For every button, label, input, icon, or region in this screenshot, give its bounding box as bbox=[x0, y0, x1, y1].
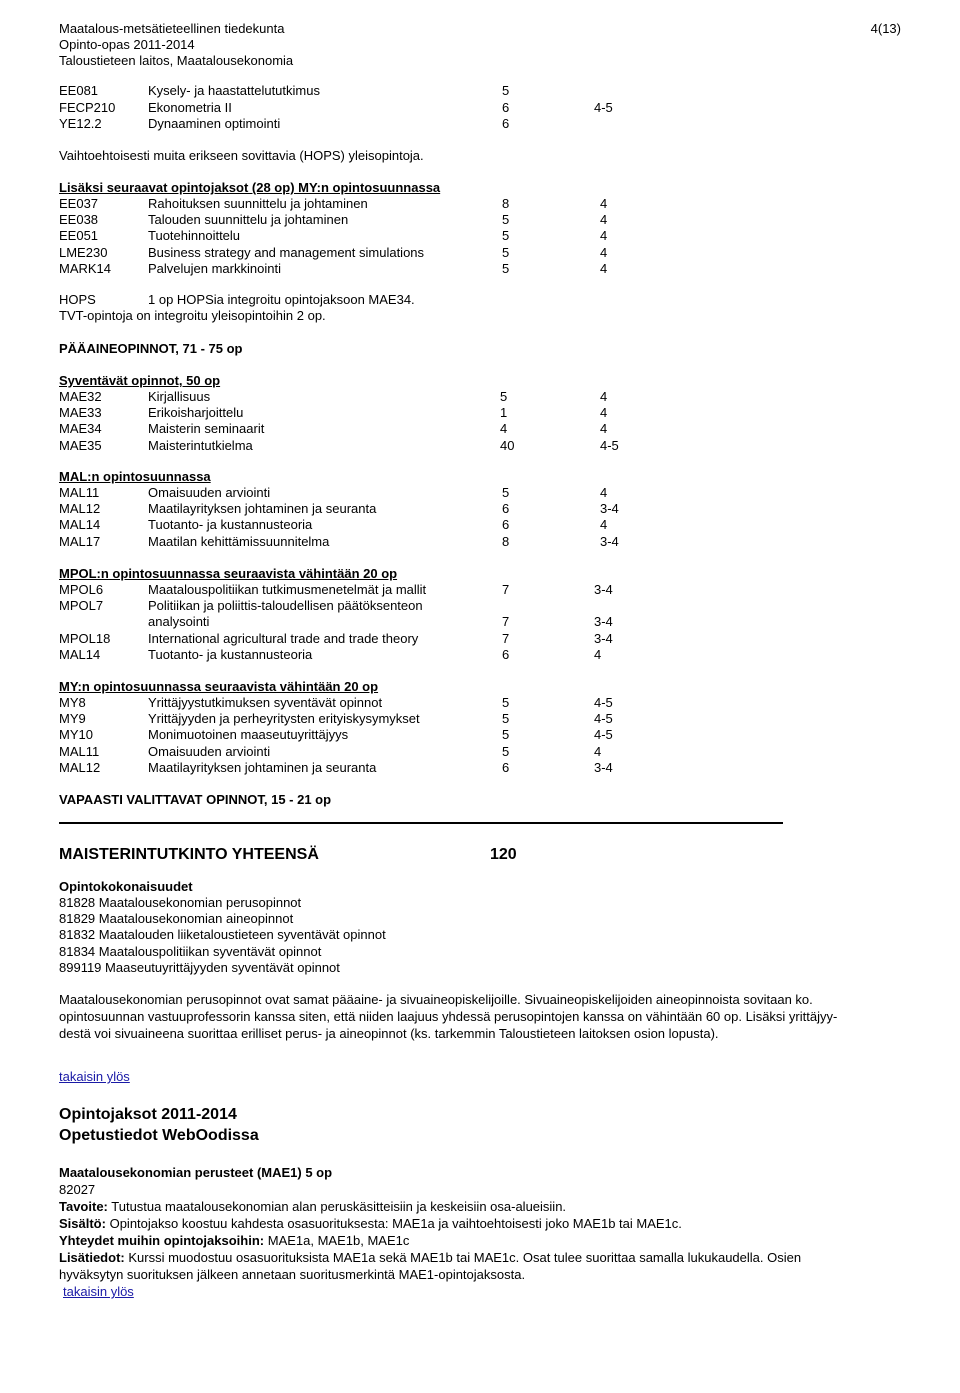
total-value: 120 bbox=[490, 846, 517, 863]
info-paragraph bbox=[59, 991, 901, 1042]
course-period: 3-4 bbox=[594, 582, 613, 597]
mpol-heading: MPOL:n opintosuunnassa seuraavista vähintään 20 op bbox=[59, 566, 398, 581]
course-period: 4 bbox=[600, 421, 608, 437]
course-name: Ekonometria II bbox=[148, 99, 232, 115]
module-item bbox=[59, 927, 386, 943]
course-credits: 5 bbox=[502, 485, 510, 500]
tvt-note: TVT-opintoja on integroitu yleisopintoihin 2 op. bbox=[59, 308, 326, 323]
course-code: MARK14 bbox=[59, 260, 112, 276]
additional-heading: Lisäksi seuraavat opintojaksot (28 op) MY:n opintosuunnassa bbox=[59, 180, 441, 195]
course-code: MAE34 bbox=[59, 421, 102, 437]
module-item bbox=[59, 960, 340, 976]
course-detail-code: 82027 bbox=[59, 1182, 96, 1197]
course-period: 3-4 bbox=[594, 614, 613, 630]
goal-label: Tavoite: bbox=[59, 1199, 108, 1214]
back-to-top-link[interactable]: takaisin ylös bbox=[59, 1069, 130, 1084]
course-period: 4 bbox=[600, 517, 608, 533]
course-period: 3-4 bbox=[600, 533, 619, 549]
section-title-weboodi: Opetustiedot WebOodissa bbox=[59, 1127, 259, 1144]
course-name: Maisterintutkielma bbox=[148, 437, 253, 453]
section-title-courses: Opintojaksot 2011-2014 bbox=[59, 1106, 237, 1123]
header-guide: Opinto-opas 2011-2014 bbox=[59, 37, 195, 52]
course-period: 4 bbox=[600, 212, 608, 228]
course-period: 4 bbox=[594, 743, 602, 759]
course-credits: 5 bbox=[502, 743, 510, 759]
course-credits: 7 bbox=[502, 614, 510, 630]
course-name: Maisterin seminaarit bbox=[148, 421, 265, 437]
course-name: Business strategy and management simulations bbox=[148, 244, 425, 260]
course-code: MY9 bbox=[59, 711, 86, 727]
back-link-row-2 bbox=[59, 1283, 901, 1300]
course-period: 4-5 bbox=[600, 437, 619, 453]
info-paragraph-line: opintosuunnan vastuuprofessorin kanssa siten, että niiden laajuus yhdessä perusopintojen kanssa on vähintään 60 op. Lisäksi yrittäjyy- bbox=[59, 1009, 838, 1024]
my-heading: MY:n opintosuunnassa seuraavista vähintään 20 op bbox=[59, 679, 379, 694]
course-credits: 5 bbox=[502, 228, 510, 244]
course-name: Rahoituksen suunnittelu ja johtaminen bbox=[148, 196, 368, 211]
course-period: 4-5 bbox=[594, 711, 613, 727]
course-period: 4 bbox=[600, 389, 608, 404]
course-detail-extra-row bbox=[59, 1249, 901, 1266]
course-credits: 5 bbox=[502, 244, 510, 260]
module-code: 81834 bbox=[59, 943, 96, 959]
module-name: Maatalousekonomian perusopinnot bbox=[98, 895, 302, 910]
course-code: MAL14 bbox=[59, 517, 101, 533]
course-name: Kirjallisuus bbox=[148, 389, 211, 404]
course-credits: 7 bbox=[502, 582, 510, 597]
total-label: MAISTERINTUTKINTO YHTEENSÄ bbox=[59, 846, 319, 863]
page-number: 4(13) bbox=[870, 21, 901, 36]
course-name: Tuotanto- ja kustannusteoria bbox=[148, 517, 313, 533]
course-credits: 7 bbox=[502, 630, 510, 646]
course-period: 4 bbox=[600, 196, 608, 211]
course-period: 4 bbox=[600, 485, 608, 500]
course-code: FECP210 bbox=[59, 99, 116, 115]
course-code: MAL11 bbox=[59, 485, 100, 500]
module-name: Maatalouspolitiikan syventävät opinnot bbox=[98, 943, 322, 959]
course-period: 4 bbox=[594, 646, 602, 662]
course-name: Maatalouspolitiikan tutkimusmenetelmät ja mallit bbox=[148, 582, 427, 597]
module-code: 899119 bbox=[59, 959, 102, 975]
module-code: 81828 bbox=[59, 895, 96, 910]
course-code: EE081 bbox=[59, 83, 99, 98]
course-name: Erikoisharjoittelu bbox=[148, 405, 244, 421]
course-code: MY8 bbox=[59, 695, 86, 710]
course-code: MPOL6 bbox=[59, 582, 104, 597]
common-label: Yhteydet muihin opintojaksoihin: bbox=[59, 1233, 265, 1248]
course-name: Politiikan ja poliittis-taloudellisen päätöksenteon bbox=[148, 598, 423, 614]
module-code: 81829 bbox=[59, 911, 96, 927]
course-code: MAL12 bbox=[59, 759, 101, 775]
content-label: Sisältö: bbox=[59, 1216, 106, 1231]
course-code: YE12.2 bbox=[59, 116, 102, 131]
course-detail-goal-row bbox=[59, 1198, 901, 1215]
course-detail-content-row bbox=[59, 1215, 901, 1232]
module-code: 81832 bbox=[59, 927, 96, 943]
hops-code: HOPS bbox=[59, 292, 96, 307]
course-name: Yrittäjyystutkimuksen syventävät opinnot bbox=[148, 695, 383, 710]
course-name: Omaisuuden arviointi bbox=[148, 743, 271, 759]
course-name: International agricultural trade and trade theory bbox=[148, 630, 419, 646]
modules-heading: Opintokokonaisuudet bbox=[59, 879, 193, 894]
course-credits: 6 bbox=[502, 517, 510, 533]
course-name: Omaisuuden arviointi bbox=[148, 485, 271, 500]
course-code: LME230 bbox=[59, 244, 108, 260]
course-period: 3-4 bbox=[600, 501, 619, 517]
total-divider bbox=[59, 822, 783, 824]
course-credits: 5 bbox=[502, 83, 510, 98]
course-credits: 5 bbox=[500, 389, 508, 404]
major-heading: PÄÄAINEOPINNOT, 71 - 75 op bbox=[59, 341, 243, 356]
course-period: 3-4 bbox=[594, 630, 613, 646]
info-paragraph-line: destä voi sivuaineena suorittaa erilliset perus- ja aineopinnot (ks. tarkemmin Taloustieteen laitoksen osion lopusta). bbox=[59, 1026, 719, 1041]
alternative-note: Vaihtoehtoisesti muita erikseen sovittavia (HOPS) yleisopintoja. bbox=[59, 148, 424, 163]
course-code: MAE32 bbox=[59, 389, 102, 404]
course-code: MAL12 bbox=[59, 501, 101, 517]
course-credits: 1 bbox=[500, 405, 508, 421]
course-credits: 6 bbox=[502, 646, 510, 662]
course-name: Maatilan kehittämissuunnitelma bbox=[148, 533, 330, 549]
module-name: Maatalousekonomian aineopinnot bbox=[98, 911, 294, 927]
course-period: 3-4 bbox=[594, 759, 613, 775]
course-name: Yrittäjyyden ja perheyritysten erityiskysymykset bbox=[148, 711, 420, 727]
course-code: MAL14 bbox=[59, 646, 101, 662]
header-department: Taloustieteen laitos, Maatalousekonomia bbox=[59, 53, 294, 68]
course-detail-extra-row-2: hyväksytyn suorituksen jälkeen annetaan suoritusmerkintä MAE1-opintojaksosta. bbox=[59, 1267, 526, 1282]
course-period: 4 bbox=[600, 228, 608, 244]
course-code: EE037 bbox=[59, 196, 99, 211]
course-period: 4 bbox=[600, 244, 608, 260]
course-name: Tuotanto- ja kustannusteoria bbox=[148, 646, 313, 662]
course-name: Monimuotoinen maaseutuyrittäjyys bbox=[148, 727, 349, 743]
course-code: MAE33 bbox=[59, 405, 102, 421]
info-paragraph-line: Maatalousekonomian perusopinnot ovat samat pääaine- ja sivuaineopiskelijoille. Sivuaineopiskelijoiden aineopinnoista sovitaan ko. bbox=[59, 992, 813, 1007]
course-credits: 6 bbox=[502, 99, 510, 115]
content-text: Opintojakso koostuu kahdesta osasuorituksesta: MAE1a ja vaihtoehtoisesti joko MAE1b tai MAE1c. bbox=[109, 1216, 682, 1231]
course-credits: 5 bbox=[502, 695, 510, 710]
course-name: Dynaaminen optimointi bbox=[148, 116, 281, 131]
course-detail-title: Maatalousekonomian perusteet (MAE1) 5 op bbox=[59, 1165, 333, 1180]
course-period: 4 bbox=[600, 405, 608, 421]
course-name: Maatilayrityksen johtaminen ja seuranta bbox=[148, 501, 377, 517]
course-period: 4-5 bbox=[594, 727, 613, 743]
course-code: MAL17 bbox=[59, 533, 101, 549]
common-text: MAE1a, MAE1b, MAE1c bbox=[267, 1233, 410, 1248]
course-code: EE038 bbox=[59, 212, 99, 228]
back-to-top-link-2[interactable]: takaisin ylös bbox=[63, 1284, 134, 1299]
course-code: MPOL7 bbox=[59, 598, 104, 614]
course-code: MY10 bbox=[59, 727, 93, 743]
course-name: Palvelujen markkinointi bbox=[148, 260, 281, 276]
course-period: 4-5 bbox=[594, 99, 613, 115]
course-credits: 6 bbox=[502, 116, 510, 131]
course-period: 4 bbox=[600, 260, 608, 276]
goal-text: Tutustua maatalousekonomian alan peruskäsitteisiin ja keskeisiin osa-alueisiin. bbox=[111, 1199, 567, 1214]
module-item bbox=[59, 911, 293, 927]
course-credits: 8 bbox=[502, 533, 510, 549]
module-name: Maatalouden liiketaloustieteen syventävät opinnot bbox=[98, 927, 386, 943]
course-code: MAE35 bbox=[59, 437, 102, 453]
course-credits: 5 bbox=[502, 212, 510, 228]
course-credits: 40 bbox=[500, 437, 515, 453]
course-code: EE051 bbox=[59, 228, 99, 244]
module-item bbox=[59, 944, 321, 960]
course-period: 4-5 bbox=[594, 695, 613, 710]
back-link-row bbox=[59, 1069, 130, 1085]
course-code: MAL11 bbox=[59, 743, 100, 759]
course-credits: 5 bbox=[502, 711, 510, 727]
course-credits: 6 bbox=[502, 759, 510, 775]
course-name: Maatilayrityksen johtaminen ja seuranta bbox=[148, 759, 377, 775]
course-name: Tuotehinnoittelu bbox=[148, 228, 241, 244]
hops-text: 1 op HOPSia integroitu opintojaksoon MAE34. bbox=[148, 292, 415, 307]
course-code: MPOL18 bbox=[59, 630, 111, 646]
module-item bbox=[59, 895, 301, 911]
module-name: Maaseutuyrittäjyyden syventävät opinnot bbox=[105, 959, 340, 975]
extra-text: Kurssi muodostuu osasuorituksista MAE1a sekä MAE1b tai MAE1c. Osat tulee suorittaa samalla lukukaudella. Osien bbox=[128, 1250, 802, 1265]
course-credits: 8 bbox=[502, 196, 510, 211]
course-credits: 4 bbox=[500, 421, 508, 437]
course-detail bbox=[59, 1164, 901, 1300]
course-name: Talouden suunnittelu ja johtaminen bbox=[148, 212, 349, 228]
course-name: analysointi bbox=[148, 614, 210, 630]
course-credits: 5 bbox=[502, 260, 510, 276]
advanced-heading: Syventävät opinnot, 50 op bbox=[59, 373, 221, 388]
course-name: Kysely- ja haastattelututkimus bbox=[148, 83, 320, 98]
header-institution: Maatalous-metsätieteellinen tiedekunta bbox=[59, 21, 285, 36]
free-heading: VAPAASTI VALITTAVAT OPINNOT, 15 - 21 op bbox=[59, 792, 332, 807]
course-credits: 6 bbox=[502, 501, 510, 517]
extra-label: Lisätiedot: bbox=[59, 1250, 125, 1265]
mal-heading: MAL:n opintosuunnassa bbox=[59, 469, 211, 484]
course-detail-common-row bbox=[59, 1232, 901, 1249]
course-credits: 5 bbox=[502, 727, 510, 743]
